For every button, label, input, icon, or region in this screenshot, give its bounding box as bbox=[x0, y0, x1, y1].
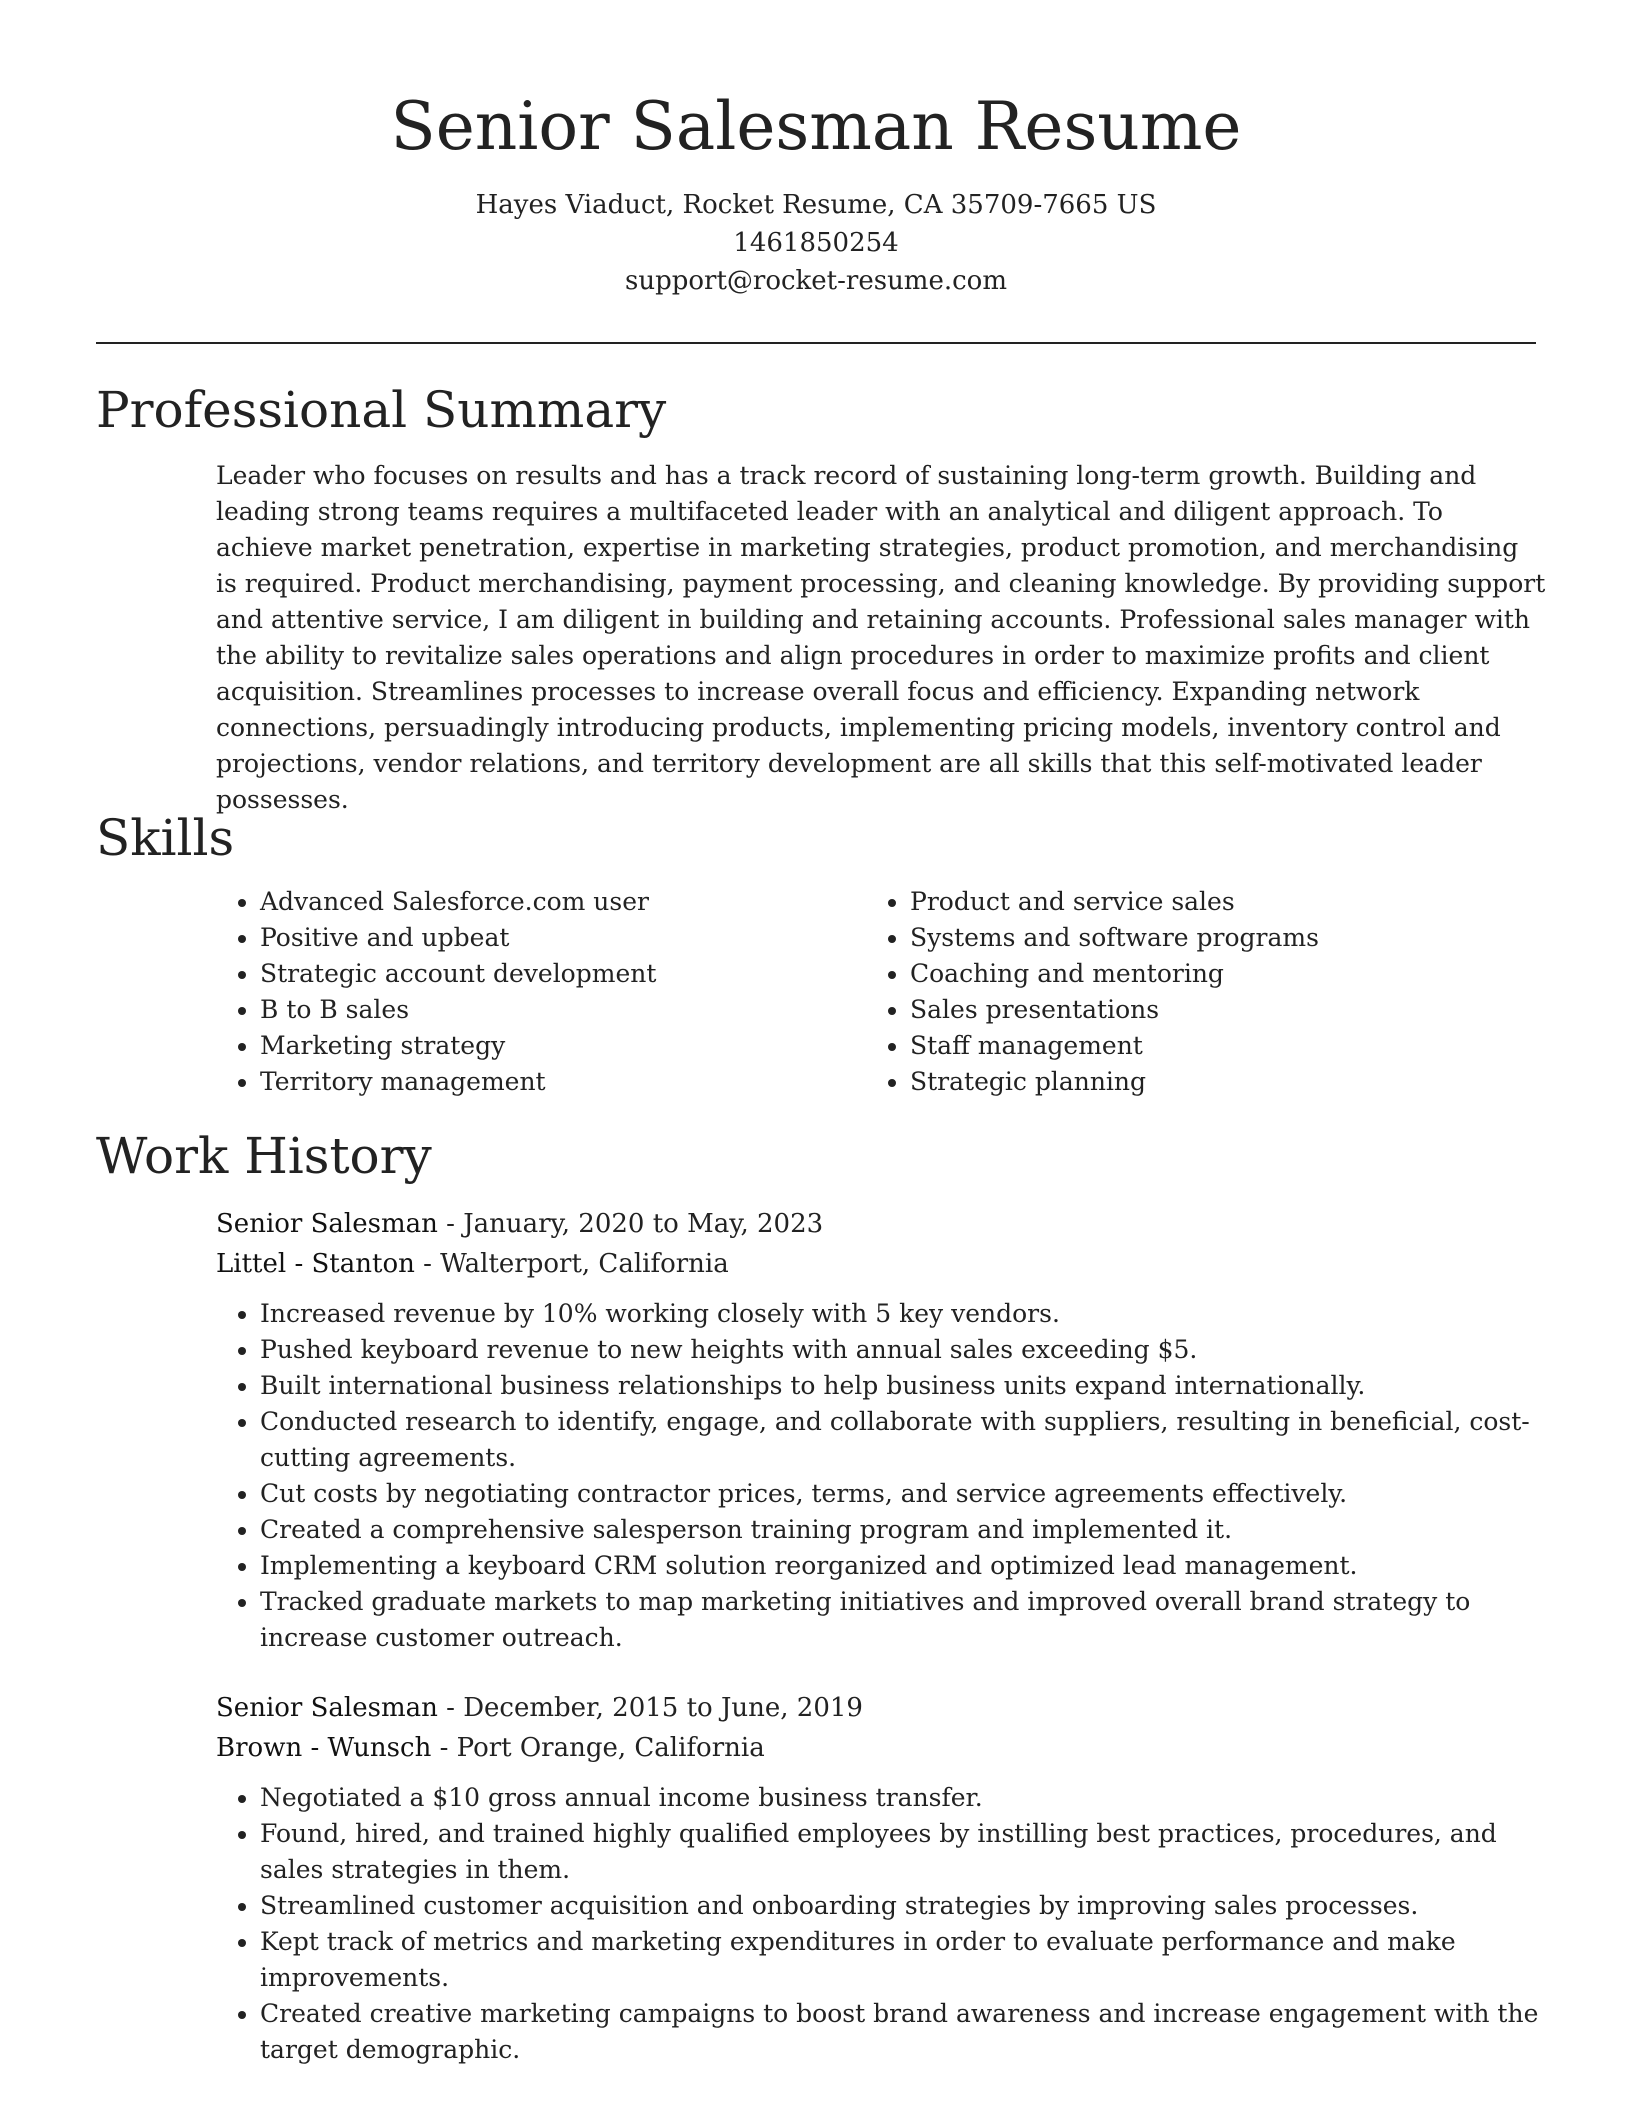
job-company: Littel - Stanton bbox=[216, 1249, 415, 1279]
skill-item: • Systems and software programs bbox=[910, 920, 1516, 956]
job-position: Senior Salesman bbox=[216, 1209, 438, 1239]
job-bullet: • Implementing a keyboard CRM solution reorganized and optimized lead management. bbox=[260, 1548, 1546, 1584]
job-company: Brown - Wunsch bbox=[216, 1733, 432, 1763]
job-bullet: • Created creative marketing campaigns to boost brand awareness and increase engagement with the target demographic. bbox=[260, 1996, 1546, 2068]
skills-column-left bbox=[216, 884, 866, 1100]
job-bullet: • Created a comprehensive salesperson training program and implemented it. bbox=[260, 1512, 1546, 1548]
contact-info bbox=[0, 186, 1632, 300]
job-dates: - December, 2015 to June, 2019 bbox=[437, 1693, 863, 1723]
job-bullet: • Kept track of metrics and marketing expenditures in order to evaluate performance and make improvements. bbox=[260, 1924, 1546, 1996]
header-divider bbox=[96, 342, 1536, 344]
resume-header bbox=[0, 0, 1632, 300]
job-bullet: • Cut costs by negotiating contractor prices, terms, and service agreements effectively. bbox=[260, 1476, 1546, 1512]
skill-item: • Marketing strategy bbox=[260, 1028, 866, 1064]
job-bullet: • Negotiated a $10 gross annual income business transfer. bbox=[260, 1780, 1546, 1816]
skill-item: • Staff management bbox=[910, 1028, 1516, 1064]
work-history-heading: Work History bbox=[96, 1127, 432, 1185]
job-bullet: • Conducted research to identify, engage, and collaborate with suppliers, resulting in beneficial, cost-cutting agreements. bbox=[260, 1404, 1546, 1476]
job-bullet: • Tracked graduate markets to map marketing initiatives and improved overall brand strategy to increase customer outreach. bbox=[260, 1584, 1546, 1656]
skills-section bbox=[216, 884, 1546, 1100]
job-entry bbox=[216, 1204, 1546, 1656]
job-location: - Port Orange, California bbox=[431, 1733, 765, 1763]
job-bullet: • Built international business relationships to help business units expand internationally. bbox=[260, 1368, 1546, 1404]
job-position-line bbox=[216, 1688, 1546, 1728]
skills-column-right bbox=[866, 884, 1516, 1100]
skill-item: • Product and service sales bbox=[910, 884, 1516, 920]
job-bullet: • Found, hired, and trained highly qualified employees by instilling best practices, procedures, and sales strategies in them. bbox=[260, 1816, 1546, 1888]
summary-heading: Professional Summary bbox=[96, 381, 667, 439]
job-bullets bbox=[216, 1780, 1546, 2068]
skill-item: • Strategic account development bbox=[260, 956, 866, 992]
job-company-line bbox=[216, 1728, 1546, 1768]
contact-phone: 1461850254 bbox=[733, 228, 899, 258]
job-dates: - January, 2020 to May, 2023 bbox=[437, 1209, 824, 1239]
skill-item: • B to B sales bbox=[260, 992, 866, 1028]
contact-address: Hayes Viaduct, Rocket Resume, CA 35709-7665 US bbox=[475, 190, 1157, 220]
job-location: - Walterport, California bbox=[414, 1249, 729, 1279]
skill-item: • Territory management bbox=[260, 1064, 866, 1100]
skill-item: • Advanced Salesforce.com user bbox=[260, 884, 866, 920]
skills-list-left bbox=[216, 884, 866, 1100]
job-company-line bbox=[216, 1244, 1546, 1284]
skill-item: • Coaching and mentoring bbox=[910, 956, 1516, 992]
job-bullet: • Streamlined customer acquisition and onboarding strategies by improving sales processes. bbox=[260, 1888, 1546, 1924]
job-bullet: • Pushed keyboard revenue to new heights with annual sales exceeding $5. bbox=[260, 1332, 1546, 1368]
skill-item: • Sales presentations bbox=[910, 992, 1516, 1028]
job-entry bbox=[216, 1688, 1546, 2068]
skills-heading: Skills bbox=[96, 809, 235, 867]
job-bullet: • Increased revenue by 10% working closely with 5 key vendors. bbox=[260, 1296, 1546, 1332]
job-bullets bbox=[216, 1296, 1546, 1656]
job-position: Senior Salesman bbox=[216, 1693, 438, 1723]
summary-section bbox=[216, 458, 1546, 818]
contact-email: support@rocket-resume.com bbox=[624, 266, 1007, 296]
skill-item: • Positive and upbeat bbox=[260, 920, 866, 956]
summary-text: Leader who focuses on results and has a track record of sustaining long-term growth. Building and leading strong teams requires a multifaceted leader with an analytical and diligent approach. To achieve market penetration, expertise in marketing strategies, product promotion, and merchandising is required. Product merchandising, payment processing, and cleaning knowledge. By providing support and attentive service, I am diligent in building and retaining accounts. Professional sales manager with the ability to revitalize sales operations and align procedures in order to maximize profits and client acquisition. Streamlines processes to increase overall focus and efficiency. Expanding network connections, persuadingly introducing products, implementing pricing models, inventory control and projections, vendor relations, and territory development are all skills that this self-motivated leader possesses. bbox=[216, 461, 1546, 814]
resume-title: Senior Salesman Resume bbox=[390, 88, 1242, 165]
skill-item: • Strategic planning bbox=[910, 1064, 1516, 1100]
skills-list-right bbox=[866, 884, 1516, 1100]
job-position-line bbox=[216, 1204, 1546, 1244]
